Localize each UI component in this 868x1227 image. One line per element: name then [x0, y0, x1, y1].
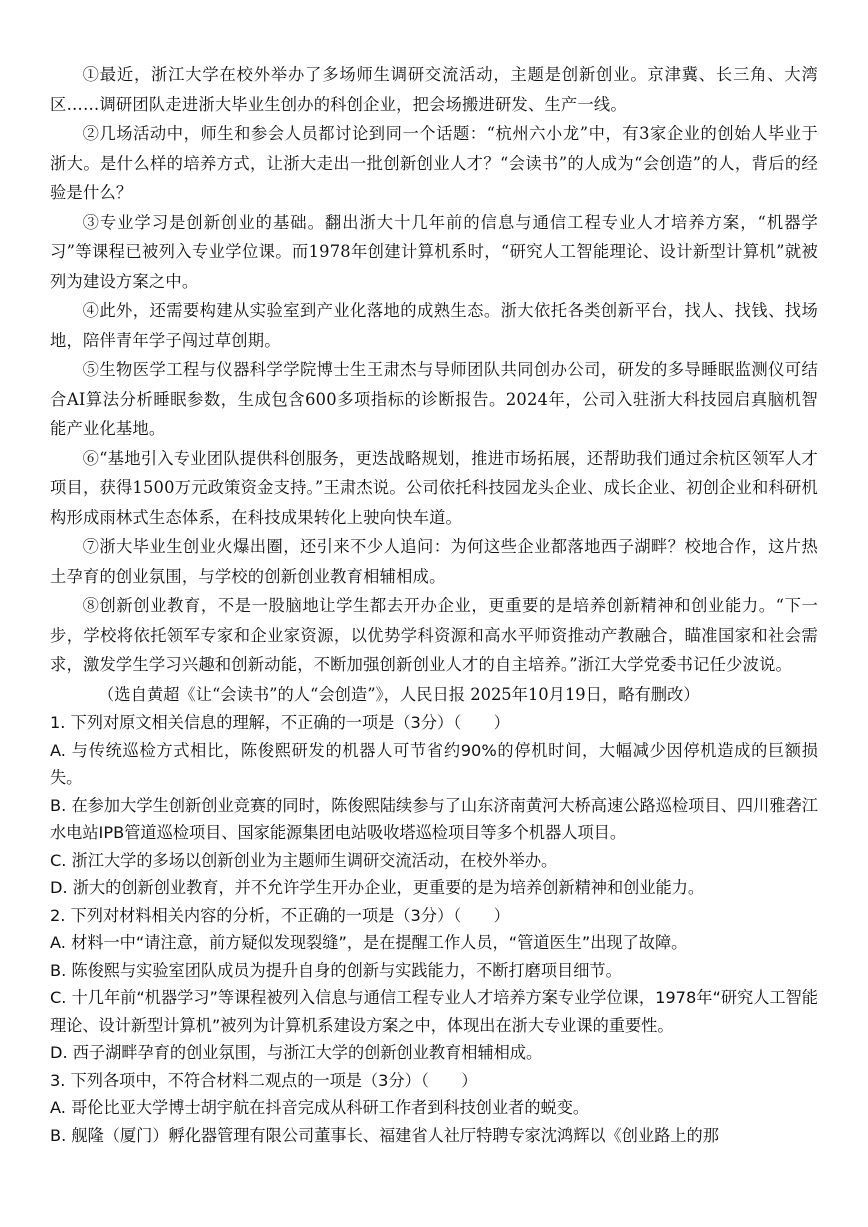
- question-3: [50, 1067, 818, 1150]
- question-stem: 3. 下列各项中，不符合材料二观点的一项是（3分）（ ）: [50, 1070, 478, 1090]
- article-source: （选自黄超《让“会读书”的人“会创造”》，人民日报 2025年10月19日，略有删改）: [98, 684, 700, 704]
- question-option: A. 与传统巡检方式相比，陈俊熙研发的机器人可节省约90%的停机时间，大幅减少因停机造成的巨额损失。: [50, 740, 818, 787]
- article-paragraph-2: ②几场活动中，师生和参会人员都讨论到同一个话题：“杭州六小龙”中，有3家企业的创始人毕业于浙大。是什么样的培养方式，让浙大走出一批创新创业人才？“会读书”的人成为“会创造”的人，背后的经验是什么？: [50, 124, 818, 202]
- question-1: [50, 709, 818, 902]
- question-option: B. 陈俊熙与实验室团队成员为提升自身的创新与实践能力，不断打磨项目细节。: [50, 960, 622, 980]
- article-paragraph-6: ⑥“基地引入专业团队提供科创服务，更迭战略规划，推进市场拓展，还帮助我们通过余杭区领军人才项目，获得1500万元政策资金支持。”王肃杰说。公司依托科技园龙头企业、成长企业、初创企业和科研机构形成雨林式生态体系，在科技成果转化上驶向快车道。: [50, 448, 818, 527]
- article-paragraph-5: ⑤生物医学工程与仪器科学学院博士生王肃杰与导师团队共同创办公司，研发的多导睡眠监测仪可结合AI算法分析睡眠参数，生成包含600多项指标的诊断报告。2024年，公司入驻浙大科技园启真脑机智能产业化基地。: [50, 360, 818, 438]
- question-option: A. 哥伦比亚大学博士胡宇航在抖音完成从科研工作者到科技创业者的蜕变。: [50, 1098, 590, 1117]
- question-option: C. 浙江大学的多场以创新创业为主题师生调研交流活动，在校外举办。: [50, 850, 558, 870]
- question-option: B. 舰隆（厦门）孵化器管理有限公司董事长、福建省人社厅特聘专家沈鸿辉以《创业路上的那: [50, 1125, 719, 1145]
- question-stem: 1. 下列对原文相关信息的理解，不正确的一项是（3分）（ ）: [50, 713, 510, 732]
- question-stem: 2. 下列对材料相关内容的分析，不正确的一项是（3分）（ ）: [50, 905, 510, 925]
- article-paragraph-3: ③专业学习是创新创业的基础。翻出浙大十几年前的信息与通信工程专业人才培养方案，“机器学习”等课程已被列入专业学位课。而1978年创建计算机系时，“研究人工智能理论、设计新型计算机”就被列为建设方案之中。: [50, 212, 818, 291]
- question-option: D. 西子湖畔孕育的创业氛围，与浙江大学的创新创业教育相辅相成。: [50, 1043, 543, 1062]
- article-paragraph-4: ④此外，还需要构建从实验室到产业化落地的成熟生态。浙大依托各类创新平台，找人、找钱、找场地，陪伴青年学子闯过草创期。: [50, 301, 818, 350]
- question-2: [50, 902, 818, 1067]
- question-option: C. 十几年前“机器学习”等课程被列入信息与通信工程专业人才培养方案专业学位课，1978年“研究人工智能理论、设计新型计算机”被列为计算机系建设方案之中，体现出在浙大专业课的重要性。: [50, 988, 818, 1035]
- article-paragraph-1: ①最近，浙江大学在校外举办了多场师生调研交流活动，主题是创新创业。京津冀、长三角、大湾区……调研团队走进浙大毕业生创办的科创企业，把会场搬进研发、生产一线。: [50, 65, 818, 114]
- article: [50, 60, 818, 709]
- question-option: D. 浙大的创新创业教育，并不允许学生开办企业，更重要的是为培养创新精神和创业能力。: [50, 878, 705, 897]
- article-paragraph-7: ⑦浙大毕业生创业火爆出圈，还引来不少人追问：为何这些企业都落地西子湖畔？校地合作，这片热土孕育的创业氛围，与学校的创新创业教育相辅相成。: [50, 537, 818, 586]
- question-option: A. 材料一中“请注意，前方疑似发现裂缝”，是在提醒工作人员，“管道医生”出现了故障。: [50, 933, 688, 952]
- article-paragraph-8: ⑧创新创业教育，不是一股脑地让学生都去开办企业，更重要的是培养创新精神和创业能力。“下一步，学校将依托领军专家和企业家资源，以优势学科资源和高水平师资推动产教融合，瞄准国家和社会需求，激发学生学习兴趣和创新动能，不断加强创新创业人才的自主培养。”浙江大学党委书记任少波说。: [50, 596, 818, 674]
- question-option: B. 在参加大学生创新创业竞赛的同时，陈俊熙陆续参与了山东济南黄河大桥高速公路巡检项目、四川雅砻江水电站IPB管道巡检项目、国家能源集团电站吸收塔巡检项目等多个机器人项目。: [50, 795, 818, 842]
- question-list: [50, 709, 818, 1149]
